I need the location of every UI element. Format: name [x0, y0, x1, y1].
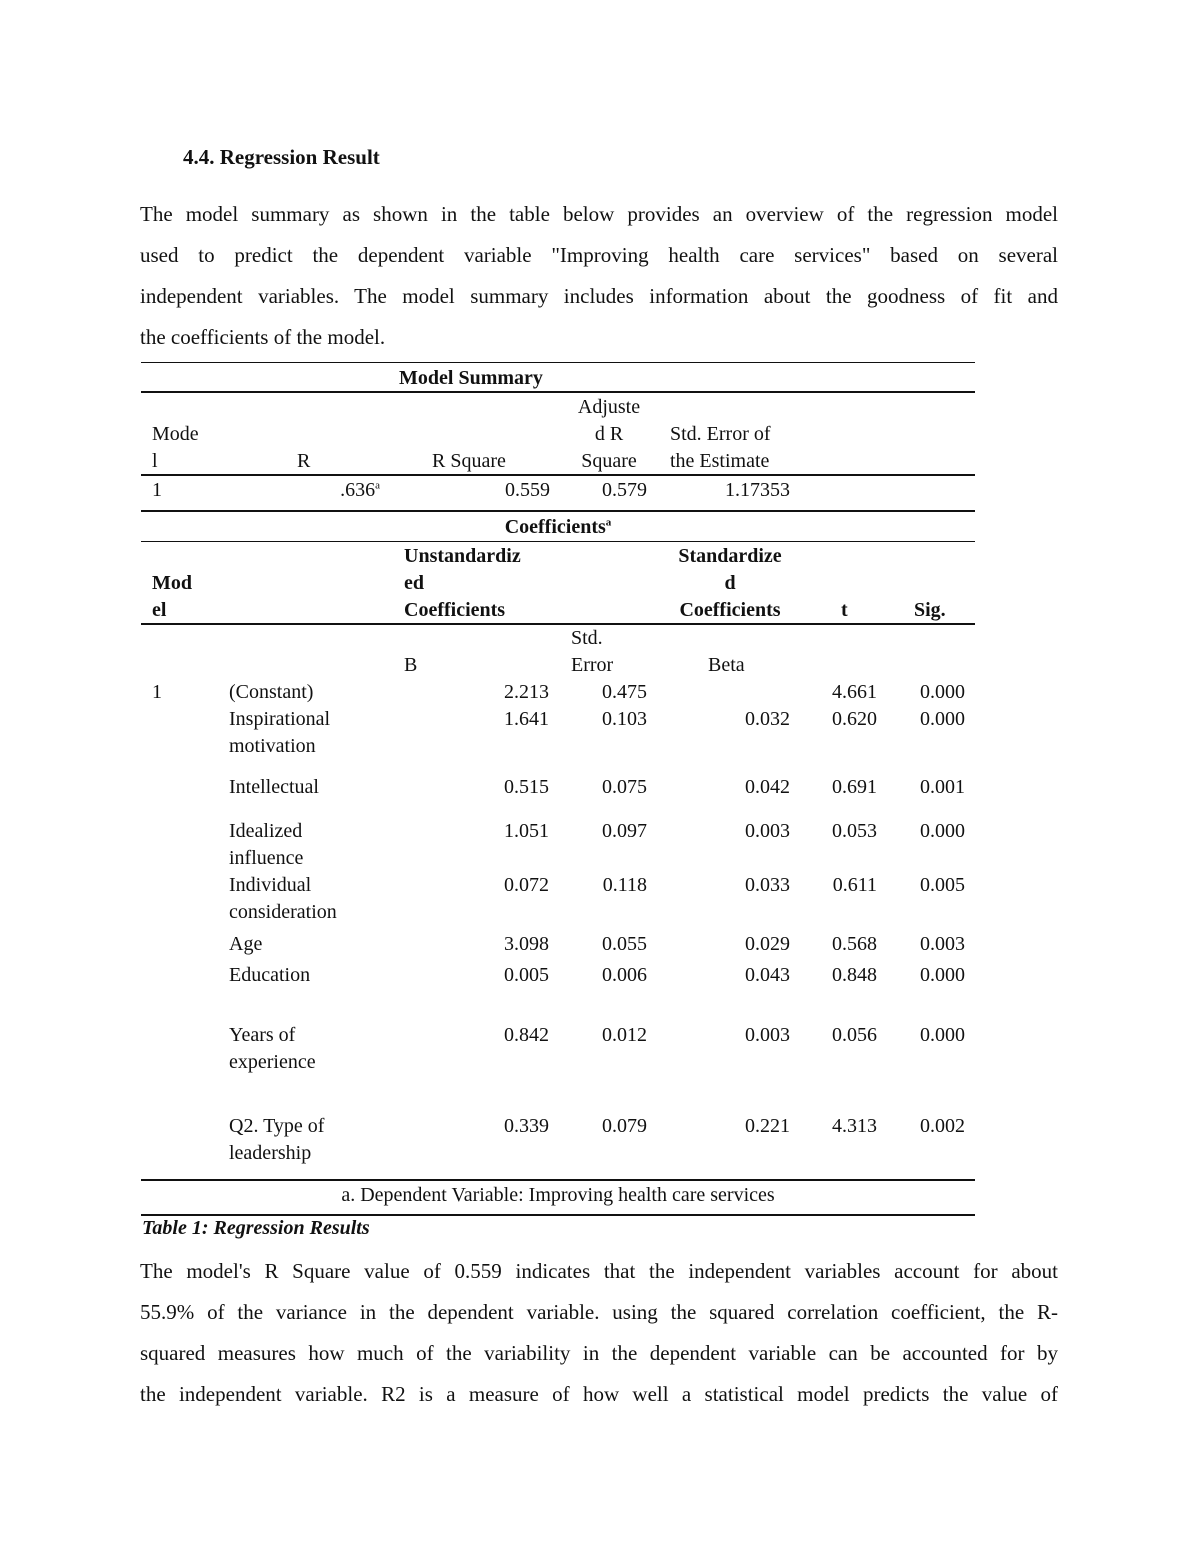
header-standardized: d	[724, 572, 736, 594]
table-rule	[141, 362, 975, 363]
outro-paragraph	[140, 1251, 1058, 1415]
cell-b: 0.005	[504, 964, 549, 986]
cell-sig: 0.005	[920, 874, 965, 896]
cell-b: 2.213	[504, 681, 549, 703]
row-label: experience	[229, 1051, 316, 1073]
intro-line: used to predict the dependent variable "Improving health care services" based on several	[140, 243, 1058, 267]
header-r: R	[297, 450, 311, 472]
cell-b: 0.842	[504, 1024, 549, 1046]
header-model: Mode	[152, 423, 199, 445]
cell-t: 0.620	[832, 708, 877, 730]
intro-paragraph	[140, 194, 1058, 358]
intro-line: The model summary as shown in the table below provides an overview of the regression model	[140, 202, 1058, 226]
header-model: Mod	[152, 572, 192, 594]
outro-line: squared measures how much of the variability in the dependent variable can be accounted for by	[140, 1341, 1058, 1365]
footnote-marker: a	[605, 516, 612, 529]
cell-std-error: 0.097	[602, 820, 647, 842]
cell-b: 0.072	[504, 874, 549, 896]
cell-sig: 0.002	[920, 1115, 965, 1137]
cell-t: 0.691	[832, 776, 877, 798]
header-unstandardized: Unstandardiz	[404, 545, 521, 567]
cell-t: 0.056	[832, 1024, 877, 1046]
summary-r-square: 0.559	[505, 479, 550, 501]
coefficients-title: Coefficients$^a$	[504, 516, 612, 538]
model-summary-title: Model Summary	[399, 367, 543, 389]
cell-std-error: 0.006	[602, 964, 647, 986]
cell-beta: 0.042	[745, 776, 790, 798]
cell-std-error: 0.118	[602, 874, 647, 896]
cell-t: 4.661	[832, 681, 877, 703]
cell-beta: 0.043	[745, 964, 790, 986]
row-label: Years of	[229, 1024, 296, 1046]
coefficients-model-number: 1	[152, 681, 162, 703]
row-label: (Constant)	[229, 681, 314, 703]
cell-sig: 0.000	[920, 1024, 965, 1046]
table-rule	[141, 474, 975, 476]
cell-b: 0.339	[504, 1115, 549, 1137]
cell-beta: 0.033	[745, 874, 790, 896]
cell-beta: 0.032	[745, 708, 790, 730]
subheader-std-error: Std.	[571, 627, 603, 649]
table-rule	[141, 1214, 975, 1216]
outro-line: the independent variable. R2 is a measure of how well a statistical model predicts the value of	[140, 1382, 1058, 1406]
row-label: Inspirational	[229, 708, 331, 730]
table-caption: Table 1: Regression Results	[142, 1217, 370, 1239]
intro-line: independent variables. The model summary includes information about the goodness of fit and	[140, 284, 1058, 308]
row-label: motivation	[229, 735, 316, 757]
intro-line: the coefficients of the model.	[140, 325, 386, 349]
header-std-error: the Estimate	[670, 450, 770, 472]
summary-std-error: 1.17353	[725, 479, 790, 501]
outro-line: The model's R Square value of 0.559 indicates that the independent variables account for about	[140, 1259, 1058, 1283]
header-std-error: Std. Error of	[670, 423, 771, 445]
header-adj-r-square: Square	[581, 450, 637, 472]
table-rule	[141, 391, 975, 393]
header-adj-r-square: d R	[594, 423, 624, 445]
cell-beta: 0.003	[745, 1024, 790, 1046]
summary-r: .636$^a$	[340, 479, 380, 501]
header-unstandardized: Coefficients	[404, 599, 506, 621]
cell-std-error: 0.075	[602, 776, 647, 798]
subheader-b: B	[404, 654, 418, 676]
row-label: consideration	[229, 901, 337, 923]
table-footnote: a. Dependent Variable: Improving health care services	[341, 1184, 775, 1206]
cell-sig: 0.000	[920, 708, 965, 730]
cell-t: 0.053	[832, 820, 877, 842]
header-model: el	[152, 599, 167, 621]
header-model: l	[152, 450, 158, 472]
cell-beta: 0.029	[745, 933, 790, 955]
cell-std-error: 0.012	[602, 1024, 647, 1046]
cell-sig: 0.001	[920, 776, 965, 798]
row-label: Age	[229, 933, 263, 955]
cell-sig: 0.003	[920, 933, 965, 955]
row-label: leadership	[229, 1142, 312, 1164]
cell-b: 0.515	[504, 776, 549, 798]
row-label: Individual	[229, 874, 312, 896]
row-label: influence	[229, 847, 304, 869]
cell-b: 1.051	[504, 820, 549, 842]
cell-std-error: 0.055	[602, 933, 647, 955]
cell-beta: 0.003	[745, 820, 790, 842]
table-rule	[141, 510, 975, 512]
subheader-beta: Beta	[708, 654, 745, 676]
cell-beta: 0.221	[745, 1115, 790, 1137]
table-rule	[141, 541, 975, 542]
cell-sig: 0.000	[920, 964, 965, 986]
header-sig: Sig.	[914, 599, 946, 621]
section-heading: 4.4. Regression Result	[183, 145, 380, 169]
header-t: t	[841, 599, 848, 621]
subheader-std-error: Error	[571, 654, 614, 676]
cell-t: 0.611	[832, 874, 877, 896]
table-rule	[141, 623, 975, 625]
cell-t: 0.568	[832, 933, 877, 955]
header-unstandardized: ed	[404, 572, 424, 594]
row-label: Education	[229, 964, 311, 986]
outro-line: 55.9% of the variance in the dependent variable. using the squared correlation coefficient, the R-	[140, 1300, 1058, 1324]
cell-std-error: 0.475	[602, 681, 647, 703]
row-label: Intellectual	[229, 776, 319, 798]
row-label: Q2. Type of	[229, 1115, 325, 1137]
cell-b: 1.641	[504, 708, 549, 730]
cell-t: 4.313	[832, 1115, 877, 1137]
cell-std-error: 0.079	[602, 1115, 647, 1137]
cell-sig: 0.000	[920, 681, 965, 703]
row-label: Idealized	[229, 820, 303, 842]
header-adj-r-square: Adjuste	[577, 396, 641, 418]
header-standardized: Coefficients	[679, 599, 781, 621]
header-standardized: Standardize	[678, 545, 782, 567]
cell-sig: 0.000	[920, 820, 965, 842]
header-r-square: R Square	[432, 450, 506, 472]
summary-model: 1	[152, 479, 162, 501]
cell-std-error: 0.103	[602, 708, 647, 730]
footnote-marker: a	[375, 479, 380, 492]
cell-t: 0.848	[832, 964, 877, 986]
cell-b: 3.098	[504, 933, 549, 955]
table-rule	[141, 1179, 975, 1181]
summary-adj-r-square: 0.579	[602, 479, 647, 501]
